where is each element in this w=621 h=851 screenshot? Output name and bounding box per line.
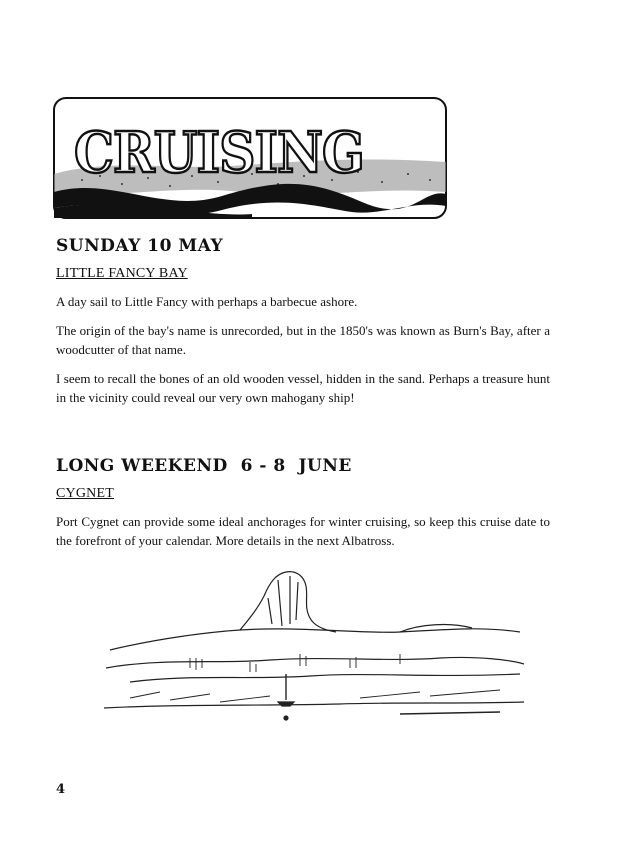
page-number: 4	[56, 782, 66, 797]
paragraph: A day sail to Little Fancy with perhaps a barbecue ashore.	[56, 294, 358, 309]
section-subheading: CYGNET	[56, 486, 114, 501]
section-heading: SUNDAY 10 MAY	[56, 236, 224, 256]
cruising-banner	[52, 96, 448, 220]
landscape-sketch-icon	[100, 568, 528, 730]
section-heading: LONG WEEKEND 6 - 8 JUNE	[56, 456, 352, 476]
paragraph: I seem to recall the bones of an old wooden vessel, hidden in the sand. Perhaps a treasure hunt in the vicinity could reveal our very own mahogany ship!	[56, 371, 550, 405]
paragraph: Port Cygnet can provide some ideal anchorages for winter cruising, so keep this cruise date to the forefront of your calendar. More details in the next Albatross.	[56, 514, 550, 548]
banner-frame	[52, 96, 448, 220]
section-sunday	[56, 236, 550, 407]
section-long-weekend	[56, 456, 550, 550]
section-subheading: LITTLE FANCY BAY	[56, 266, 188, 281]
paragraph: The origin of the bay's name is unrecorded, but in the 1850's was known as Burn's Bay, after a woodcutter of that name.	[56, 323, 550, 357]
banner-title: CRUISING	[74, 120, 364, 186]
